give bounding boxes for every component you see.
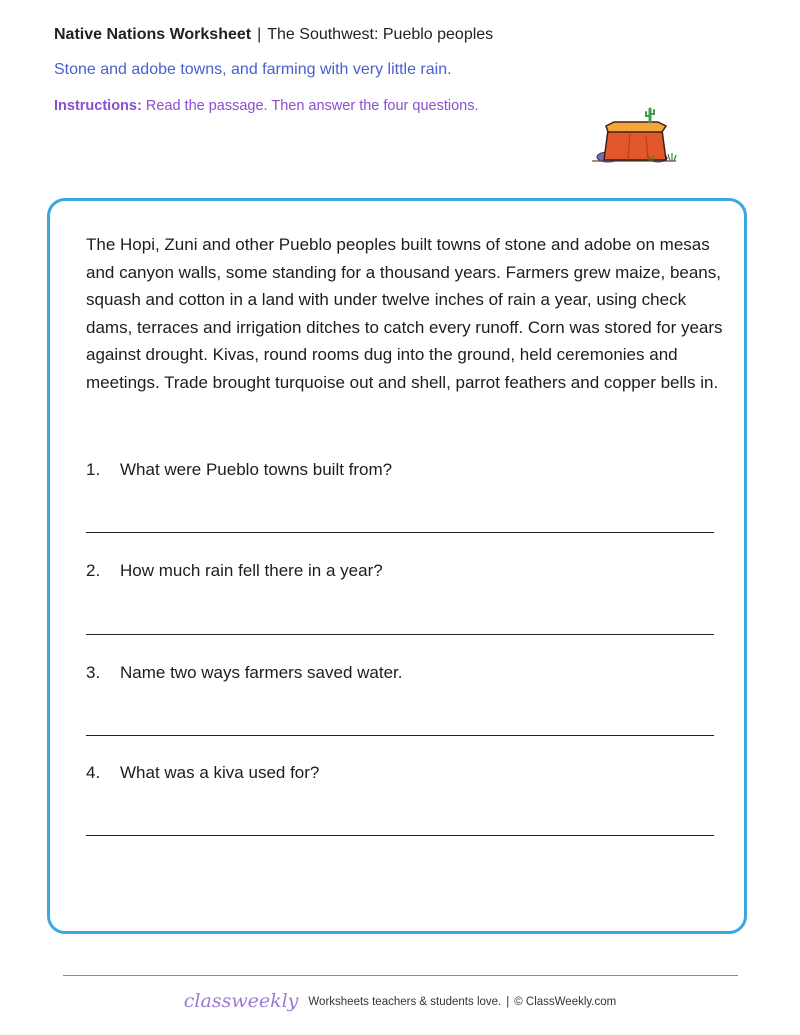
question-text: How much rain fell there in a year?: [120, 561, 383, 580]
question-number: 2.: [86, 561, 101, 580]
question-1: [86, 460, 392, 480]
question-number: 4.: [86, 763, 101, 782]
footer: [0, 990, 800, 1012]
answer-line-3[interactable]: [86, 735, 714, 736]
question-number: 1.: [86, 460, 101, 479]
answer-line-4[interactable]: [86, 835, 714, 836]
question-number: 3.: [86, 663, 101, 682]
footer-tagline: Worksheets teachers & students love.: [308, 996, 502, 1008]
worksheet-title: Native Nations Worksheet: [54, 26, 252, 43]
mesa-cactus-icon: [590, 104, 680, 166]
instructions-text: Read the passage. Then answer the four questions.: [145, 98, 479, 114]
answer-line-1[interactable]: [86, 532, 714, 533]
worksheet-subtitle: Stone and adobe towns, and farming with very little rain.: [54, 61, 452, 78]
footer-separator: |: [506, 996, 510, 1008]
reading-passage: The Hopi, Zuni and other Pueblo peoples built towns of stone and adobe on mesas and canyon walls, some standing for a thousand years. Farmers grew maize, beans, squash and cotton in a land with under twelve inches of rain a year, using check dams, terraces and irrigation ditches to catch every runoff. Corn was stored for years against drought. Kivas, round rooms dug into the ground, held ceremonies and meetings. Trade brought turquoise out and shell, parrot feathers and copper bells in.: [86, 235, 723, 392]
header-separator: |: [257, 26, 262, 43]
instructions-label: Instructions:: [54, 98, 142, 114]
footer-divider: [63, 975, 738, 976]
footer-copyright: © ClassWeekly.com: [514, 996, 617, 1008]
brand-logo: classweekly: [183, 990, 299, 1012]
question-text: What were Pueblo towns built from?: [120, 460, 393, 479]
question-text: What was a kiva used for?: [120, 763, 320, 782]
question-2: [86, 561, 383, 581]
question-text: Name two ways farmers saved water.: [120, 663, 403, 682]
question-3: [86, 663, 402, 683]
instructions: [54, 98, 479, 114]
worksheet-topic: The Southwest: Pueblo peoples: [267, 26, 494, 43]
answer-line-2[interactable]: [86, 634, 714, 635]
worksheet-header: [54, 26, 493, 44]
question-4: [86, 763, 319, 783]
